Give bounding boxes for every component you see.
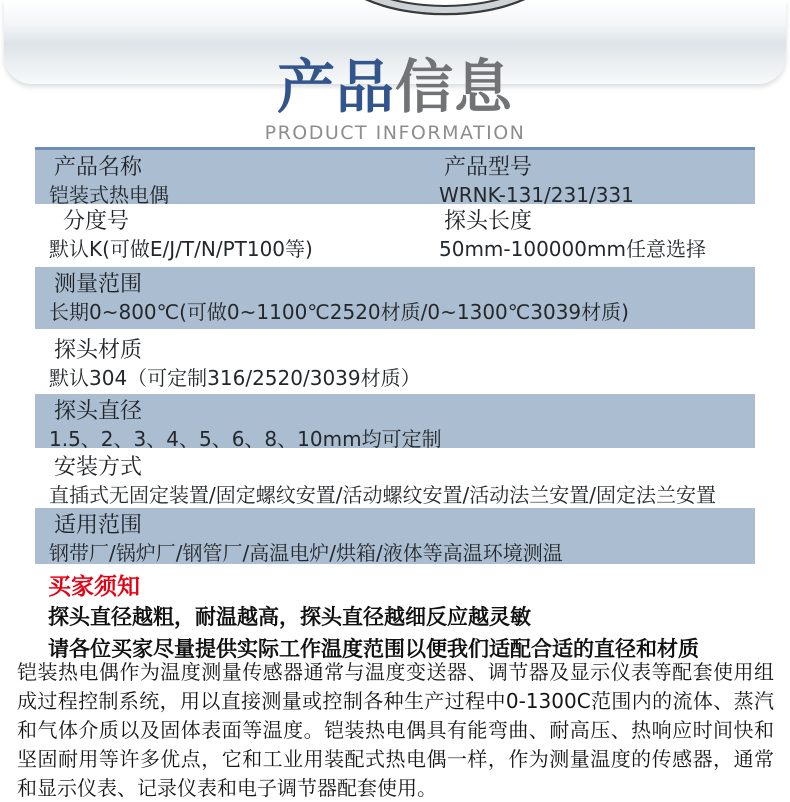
spec-value: 1.5、2、3、4、5、6、8、10mm均可定制	[49, 427, 442, 451]
spec-cell-product-model	[425, 154, 634, 208]
spec-value: 铠装式热电偶	[49, 183, 169, 207]
spec-cell-product-name	[35, 154, 169, 208]
spec-value: 钢带厂/锅炉厂/钢管厂/高温电炉/烘箱/液体等高温环境测温	[49, 541, 563, 565]
spec-value: WRNK-131/231/331	[439, 183, 634, 207]
page-subtitle: PRODUCT INFORMATION	[264, 122, 526, 144]
spec-row-installation	[35, 450, 755, 506]
spec-label: 探头材质	[54, 338, 143, 363]
spec-label: 探头长度	[444, 209, 533, 234]
spec-value: 50mm-100000mm任意选择	[439, 237, 706, 261]
buyer-notice-title: 买家须知	[48, 574, 140, 600]
spec-label: 产品名称	[54, 155, 143, 180]
buyer-notice-line: 请各位买家尽量提供实际工作温度范围以便我们适配合适的直径和材质	[48, 637, 699, 661]
spec-row-name-model	[35, 147, 755, 207]
spec-label: 测量范围	[54, 272, 143, 297]
page-title-highlight: 产品	[276, 53, 395, 121]
spec-label: 分度号	[63, 209, 130, 234]
spec-value: 默认304（可定制316/2520/3039材质）	[49, 366, 421, 390]
spec-value: 长期0~800℃(可做0~1100℃2520材质/0~1300℃3039材质)	[49, 300, 629, 324]
spec-row-application	[35, 508, 755, 564]
spec-cell-graduation	[35, 208, 313, 262]
spec-label: 探头直径	[54, 399, 143, 424]
page-title	[0, 52, 790, 122]
spec-value: 默认K(可做E/J/T/N/PT100等)	[49, 237, 313, 261]
buyer-notice-line: 探头直径越粗，耐温越高，探头直径越细反应越灵敏	[48, 605, 531, 629]
spec-row-probe-diameter	[35, 394, 755, 451]
gauge-ring-arc	[4, 0, 786, 30]
spec-row-graduation-length	[35, 204, 755, 263]
spec-cell-probe-length	[425, 208, 706, 262]
page-title-rest: 信息	[395, 53, 514, 121]
spec-row-probe-material	[35, 333, 755, 391]
spec-label: 产品型号	[444, 155, 533, 180]
spec-label: 安装方式	[54, 455, 143, 480]
spec-row-measuring-range	[35, 267, 755, 329]
spec-value: 直插式无固定装置/固定螺纹安置/活动螺纹安置/活动法兰安置/固定法兰安置	[49, 483, 716, 507]
product-description: 铠装热电偶作为温度测量传感器通常与温度变送器、调节器及显示仪表等配套使用组成过程控制系统，用以直接测量或控制各种生产过程中0-1300C范围内的流体、蒸汽和气体介质以及固体表面等温度。铠装热电偶具有能弯曲、耐高压、热响应时间快和坚固耐用等许多优点，它和工业用装配式热电偶一样，作为测量温度的传感器，通常和显示仪表、记录仪表和电子调节器配套使用。	[17, 660, 774, 800]
spec-label: 适用范围	[54, 513, 143, 538]
